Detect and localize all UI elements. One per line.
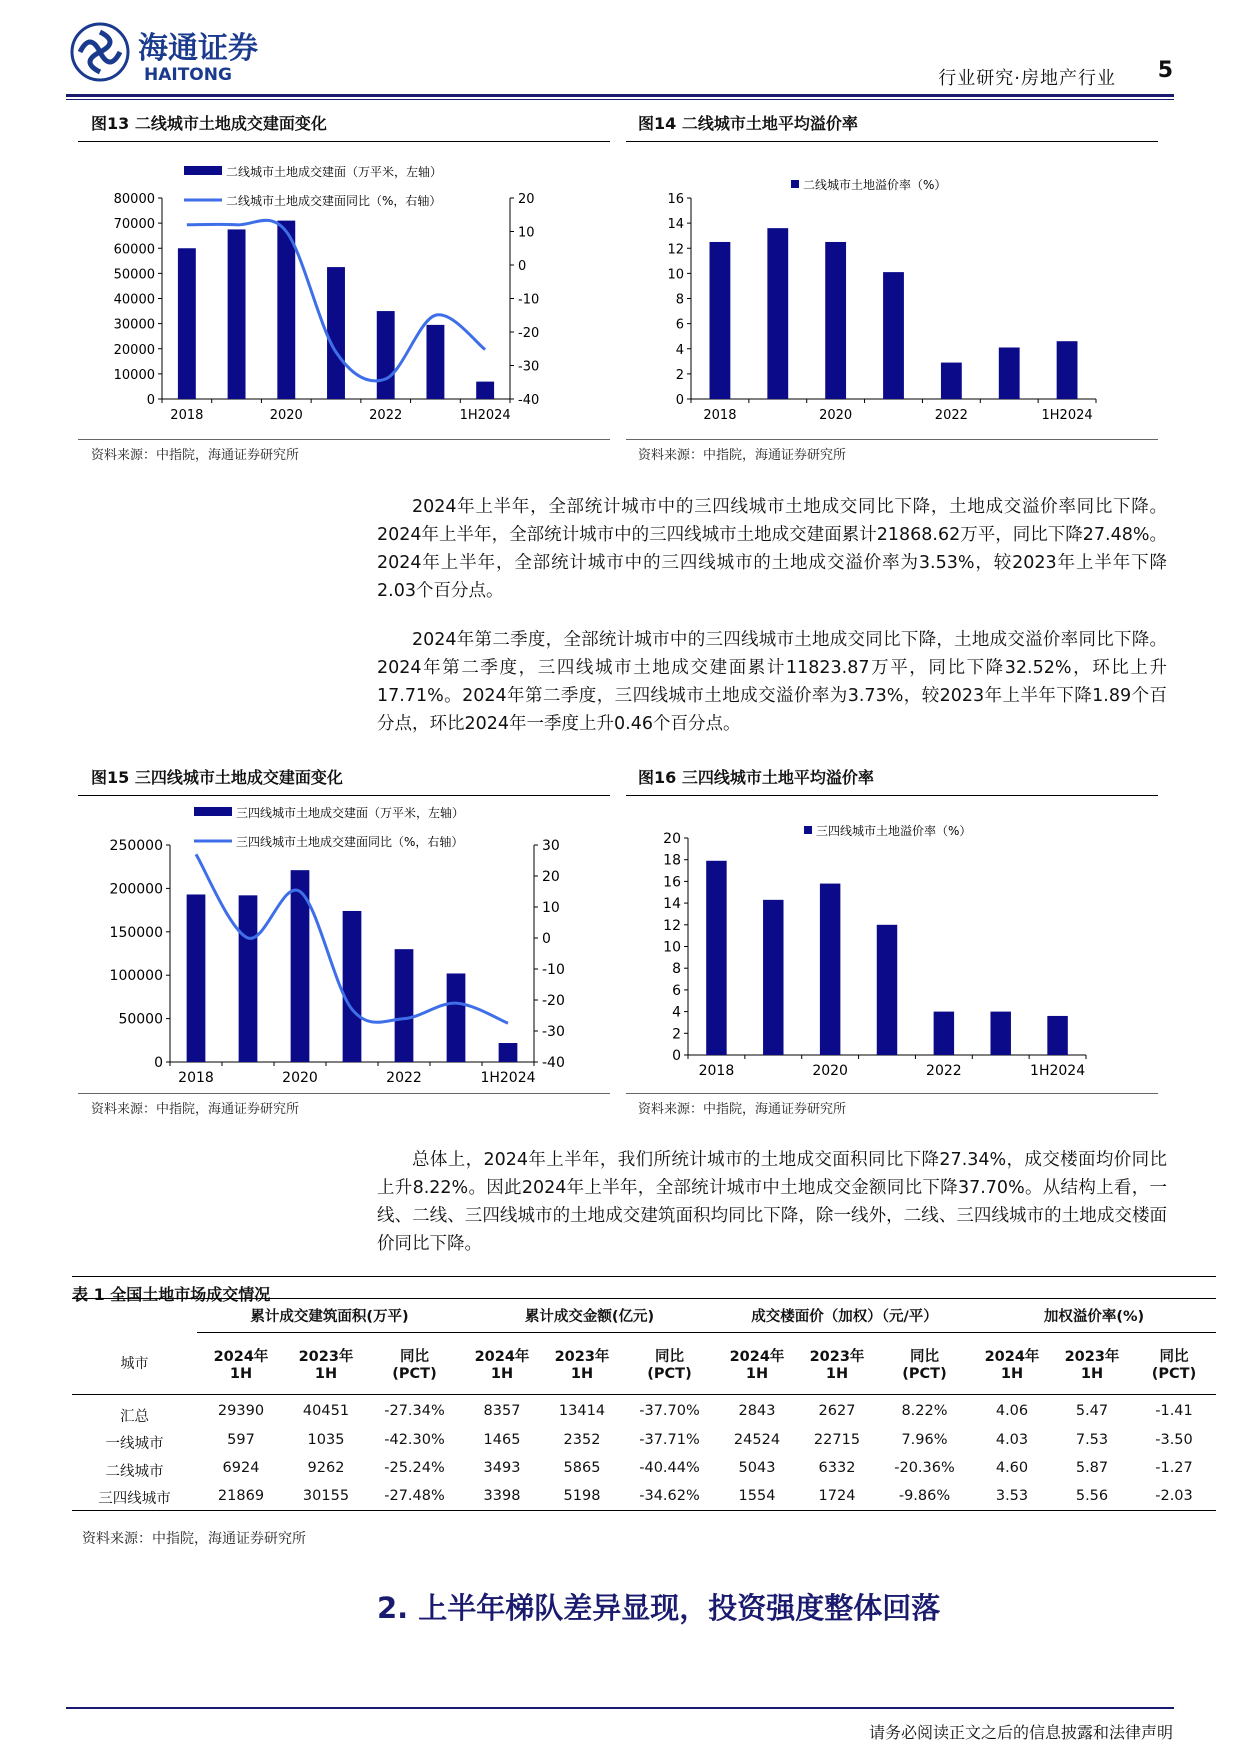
- fig15-x-tick-label: 2022: [386, 1070, 422, 1086]
- table1-subheader-line1: 2023年: [298, 1349, 354, 1365]
- table-row: [72, 1482, 1216, 1510]
- fig14-x-tick-label: 2020: [819, 408, 853, 423]
- table1-subheader-line1: 2023年: [1064, 1349, 1120, 1365]
- fig13-y-tick-label: 30000: [113, 317, 155, 333]
- table1-value-cell: -20.36%: [894, 1460, 955, 1476]
- fig14-source: 资料来源：中指院，海通证券研究所: [638, 448, 847, 463]
- table1-city-cell: 一线城市: [105, 1435, 164, 1452]
- table1-subheader: [972, 1333, 1052, 1395]
- fig15-bar: [499, 1043, 518, 1062]
- table1-subheader-line1: 2024年: [729, 1349, 785, 1365]
- table1-subheader-line1: 同比: [400, 1349, 429, 1365]
- table1-value-cell: 7.96%: [901, 1432, 948, 1448]
- fig16-y-tick-label: 4: [672, 1004, 681, 1021]
- paragraph-1-text: 2024年上半年，全部统计城市中的三四线城市土地成交同比下降，土地成交溢价率同比下降。2024年上半年，全部统计城市中的三四线城市土地成交建面累计21868.62万平，同比下降27.48%。2024年上半年，全部统计城市中的三四线城市的土地成交溢价率为3.53%，较2023年上半年下降2.03个百分点。: [377, 497, 1167, 601]
- fig15-y-tick-label: 100000: [109, 968, 163, 985]
- table1-value-cell: 5.56: [1075, 1487, 1109, 1504]
- fig13-y-tick-label: 60000: [113, 242, 155, 258]
- table1-value-cell: 5198: [563, 1487, 601, 1504]
- fig13-y2-tick-label: -20: [518, 326, 540, 341]
- table1-value-cell: 6332: [818, 1460, 856, 1476]
- fig15-y-tick-label: 50000: [118, 1011, 163, 1028]
- fig15-x-tick-label: 1H2024: [480, 1070, 536, 1086]
- fig14-y-tick-label: 4: [675, 342, 684, 358]
- fig13-chart: [78, 148, 610, 438]
- fig13-y2-tick-label: 10: [518, 225, 535, 241]
- fig16-bar: [934, 1012, 954, 1055]
- table1-subheader-line2: 1H: [570, 1366, 594, 1382]
- fig16-y-tick-label: 2: [672, 1026, 681, 1043]
- table1-value-cell: 5.47: [1075, 1402, 1109, 1419]
- fig15-y-tick-label: 250000: [109, 838, 163, 854]
- table1-value-cell: -27.34%: [384, 1402, 445, 1419]
- table1-group-premium: 加权溢价率(%): [972, 1299, 1216, 1333]
- fig14-x-tick-label: 2022: [934, 408, 968, 423]
- table1-value-cell: -37.71%: [639, 1432, 700, 1448]
- table1-value-cell: 2352: [563, 1432, 601, 1448]
- fig13-bar: [277, 221, 295, 399]
- table1-subheader: [622, 1333, 717, 1395]
- table1-city-cell: 三四线城市: [98, 1491, 171, 1508]
- fig14-chart: [626, 148, 1158, 438]
- fig13-y-tick-label: 70000: [113, 217, 155, 233]
- fig15-top-rule: [78, 795, 610, 796]
- table1-value-cell: -34.62%: [639, 1487, 700, 1504]
- fig15-legend-label: 三四线城市土地成交建面（万平米，左轴）: [236, 806, 465, 820]
- fig16-top-rule: [626, 795, 1158, 796]
- header-section-label: 行业研究·房地产行业: [938, 68, 1116, 89]
- fig13-y-tick-label: 80000: [113, 192, 155, 207]
- fig16-y-tick-label: 20: [663, 831, 681, 847]
- table1-value-cell: -1.27: [1155, 1460, 1193, 1476]
- fig13-legend-label: 二线城市土地成交建面同比（%，右轴）: [226, 194, 442, 208]
- table1-top-rule: [72, 1276, 1216, 1277]
- fig15-y2-tick-label: 30: [542, 838, 560, 854]
- table1-value-cell: -9.86%: [898, 1487, 951, 1504]
- table1-value-cell: 8.22%: [901, 1402, 948, 1419]
- fig16-y-tick-label: 16: [663, 874, 681, 891]
- table1-subheader-line2: (PCT): [647, 1366, 692, 1382]
- table1-subheader-line2: 1H: [825, 1366, 849, 1382]
- table-row: [72, 1395, 1216, 1427]
- fig15-y2-tick-label: -40: [542, 1055, 565, 1071]
- table1-subheader: [797, 1333, 877, 1395]
- fig16-x-tick-label: 2022: [926, 1063, 962, 1079]
- fig15-y2-tick-label: 20: [542, 869, 560, 885]
- table1-value-cell: 3.53: [995, 1487, 1029, 1504]
- fig16-y-tick-label: 6: [672, 982, 681, 999]
- table1-subheader: [542, 1333, 622, 1395]
- fig16-x-tick-label: 2018: [698, 1063, 735, 1079]
- paragraph-3-text: 总体上，2024年上半年，我们所统计城市的土地成交面积同比下降27.34%，成交楼面均价同比上升8.22%。因此2024年上半年，全部统计城市中土地成交金额同比下降37.70%。从结构上看，一线、二线、三四线城市的土地成交建筑面积均同比下降，除一线外，二线、三四线城市的土地成交楼面价同比下降。: [377, 1150, 1167, 1254]
- table1-subheader-line1: 2023年: [809, 1349, 865, 1365]
- fig13-bar: [178, 248, 196, 399]
- fig13-y-tick-label: 0: [146, 393, 155, 408]
- table1-value-cell: 2627: [818, 1402, 856, 1419]
- fig15-bar: [187, 894, 206, 1062]
- fig14-bar: [883, 272, 904, 399]
- table1: [72, 1298, 1216, 1511]
- fig15-x-tick-label: 2018: [178, 1070, 214, 1086]
- fig15-y2-tick-label: 0: [542, 931, 551, 947]
- header-rule-thin: [66, 99, 1174, 100]
- fig14-y-tick-label: 8: [675, 292, 684, 308]
- table1-value-cell: -37.70%: [639, 1402, 700, 1419]
- fig16-y-tick-label: 8: [672, 961, 681, 978]
- fig14-bar: [941, 363, 962, 399]
- table1-subheader-line1: 同比: [1159, 1349, 1189, 1365]
- table1-value-cell: 1035: [307, 1432, 345, 1448]
- fig14-bottom-rule: [626, 439, 1158, 440]
- fig14-x-tick-label: 2018: [703, 408, 737, 423]
- fig13-y-tick-label: 20000: [113, 342, 155, 358]
- table1-value-cell: 21869: [217, 1487, 265, 1504]
- fig14-legend-label: 二线城市土地溢价率（%）: [803, 178, 947, 192]
- fig15-bar: [343, 911, 362, 1062]
- fig15-y-tick-label: 200000: [109, 881, 163, 898]
- table1-value-cell: -40.44%: [639, 1460, 700, 1476]
- table1-value-cell: -42.30%: [384, 1432, 445, 1448]
- fig16-bar: [1047, 1016, 1067, 1055]
- footer-disclaimer: 请务必阅读正文之后的信息披露和法律声明: [868, 1723, 1173, 1742]
- table1-value-cell: 7.53: [1075, 1432, 1109, 1448]
- fig13-source: 资料来源：中指院，海通证券研究所: [91, 448, 300, 463]
- table1-value-cell: 3398: [483, 1487, 521, 1504]
- fig13-y2-tick-label: -10: [518, 292, 540, 308]
- table1-value-cell: 3493: [483, 1460, 521, 1476]
- table1-subheader: [877, 1333, 972, 1395]
- fig13-bottom-rule: [78, 439, 610, 440]
- table-row: [72, 1426, 1216, 1454]
- fig14-bar: [710, 242, 731, 399]
- fig13-y-tick-label: 40000: [113, 292, 155, 308]
- table1-value-cell: 13414: [558, 1402, 606, 1419]
- paragraph-2-text: 2024年第二季度，全部统计城市中的三四线城市土地成交同比下降，土地成交溢价率同比下降。2024年第二季度，三四线城市土地成交建面累计11823.87万平，同比下降32.52%，环比上升17.71%。2024年第二季度，三四线城市土地成交溢价率为3.73%，较2023年上半年下降1.89个百分点，环比2024年一季度上升0.46个百分点。: [377, 630, 1167, 734]
- table1-value-cell: -27.48%: [384, 1487, 445, 1504]
- fig14-bar: [1057, 341, 1078, 399]
- table1-value-cell: 1554: [738, 1487, 776, 1504]
- table1-subheader-line2: 1H: [1000, 1366, 1024, 1382]
- header-rule: [66, 94, 1174, 97]
- table1-subheader-line2: 1H: [1080, 1366, 1104, 1382]
- table1-value-cell: 6924: [222, 1460, 260, 1476]
- table1-city-header: 城市: [120, 1356, 149, 1373]
- fig16-legend-label: 三四线城市土地溢价率（%）: [816, 824, 972, 838]
- table1-value-cell: 5865: [563, 1460, 601, 1476]
- fig16-legend-bar-swatch: [804, 826, 812, 834]
- fig15-y-tick-label: 150000: [109, 924, 163, 941]
- fig13-y2-tick-label: -40: [518, 393, 540, 408]
- fig16-source: 资料来源：中指院，海通证券研究所: [638, 1102, 847, 1117]
- fig13-y2-tick-label: 0: [518, 259, 527, 274]
- table1-group-amount: 累计成交金额(亿元): [462, 1299, 717, 1333]
- table1-subheader: [1052, 1333, 1132, 1395]
- fig13-x-tick-label: 2020: [269, 408, 303, 423]
- table1-subheader-line1: 2024年: [474, 1349, 530, 1365]
- table1-subheader-line1: 2024年: [213, 1349, 269, 1365]
- fig16-y-tick-label: 12: [663, 917, 681, 934]
- fig15-bar: [239, 895, 258, 1062]
- table1-subheader-line1: 2024年: [984, 1349, 1040, 1365]
- fig16-bottom-rule: [626, 1093, 1158, 1094]
- fig15-y2-tick-label: 10: [542, 900, 560, 916]
- table1-subheader-line2: (PCT): [1151, 1366, 1197, 1382]
- fig13-y2-tick-label: -30: [518, 359, 540, 375]
- fig13-legend-label: 二线城市土地成交建面（万平米，左轴）: [226, 165, 443, 179]
- fig14-y-tick-label: 12: [667, 242, 684, 258]
- fig14-legend-bar-swatch: [791, 180, 799, 188]
- fig13-y-tick-label: 50000: [113, 267, 155, 283]
- fig16-bar: [990, 1012, 1010, 1055]
- fig14-y-tick-label: 6: [675, 317, 684, 333]
- table1-value-cell: 8357: [483, 1402, 521, 1419]
- table1-group-area: 累计成交建筑面积(万平): [197, 1299, 462, 1333]
- table1-value-cell: 597: [227, 1432, 255, 1448]
- table1-value-cell: 30155: [302, 1487, 350, 1504]
- fig16-y-tick-label: 10: [663, 939, 681, 956]
- fig15-y2-tick-label: -30: [542, 1024, 565, 1040]
- fig16-title: 图16 三四线城市土地平均溢价率: [638, 768, 874, 787]
- fig14-x-tick-label: 1H2024: [1041, 408, 1093, 423]
- fig16-y-tick-label: 0: [672, 1048, 681, 1064]
- table1-subheader: [717, 1333, 797, 1395]
- table1-empty-corner: [72, 1299, 197, 1333]
- table1-value-cell: 1724: [818, 1487, 856, 1504]
- fig14-bar: [767, 228, 788, 399]
- table1-value-cell: 9262: [307, 1460, 345, 1476]
- table1-subheader-line2: 1H: [314, 1366, 338, 1382]
- table1-value-cell: 2843: [738, 1402, 776, 1419]
- table1-subheader-line2: 1H: [229, 1366, 253, 1382]
- fig13-top-rule: [78, 141, 610, 142]
- fig13-x-tick-label: 2022: [369, 408, 403, 423]
- table1-subheader: [367, 1333, 462, 1395]
- fig14-bar: [999, 347, 1020, 399]
- fig15-bar: [447, 973, 466, 1062]
- table1-value-cell: -25.24%: [384, 1460, 445, 1476]
- fig13-x-tick-label: 1H2024: [459, 408, 511, 423]
- fig16-bar: [877, 925, 897, 1055]
- table1-value-cell: -3.50: [1155, 1432, 1193, 1448]
- table1-value-cell: 29390: [217, 1402, 265, 1419]
- table1-subheader-line1: 同比: [655, 1349, 684, 1365]
- fig13-bar: [327, 267, 345, 399]
- fig13-y-tick-label: 10000: [113, 367, 155, 383]
- table1-subheader: [462, 1333, 542, 1395]
- haitong-logo: [66, 20, 326, 90]
- fig14-y-tick-label: 16: [667, 192, 684, 207]
- paragraph-1: [377, 493, 1167, 605]
- section-2-heading: 2. 上半年梯队差异显现，投资强度整体回落: [377, 1591, 941, 1625]
- table1-value-cell: 5043: [738, 1460, 776, 1476]
- table1-subheader-line2: (PCT): [902, 1366, 947, 1382]
- table1-subheader: [1132, 1333, 1216, 1395]
- haitong-emblem-icon: [66, 20, 326, 90]
- fig13-bar: [377, 311, 395, 399]
- table1-subheader-line2: (PCT): [392, 1366, 437, 1382]
- fig16-x-tick-label: 1H2024: [1030, 1063, 1086, 1079]
- fig13-y2-tick-label: 20: [518, 192, 535, 207]
- fig15-y2-tick-label: -20: [542, 993, 565, 1009]
- fig15-legend-bar-swatch: [194, 807, 232, 816]
- fig14-title: 图14 二线城市土地平均溢价率: [638, 114, 858, 133]
- fig14-y-tick-label: 10: [667, 267, 684, 283]
- table1-value-cell: 1465: [483, 1432, 521, 1448]
- fig13-x-tick-label: 2018: [170, 408, 204, 423]
- fig14-y-tick-label: 2: [675, 367, 684, 383]
- logo-en-text: HAITONG: [144, 65, 232, 85]
- fig14-bar: [825, 242, 846, 399]
- table1-subheader-line1: 2023年: [554, 1349, 610, 1365]
- table1-subheader-line1: 同比: [910, 1349, 939, 1365]
- table1-value-cell: 4.60: [995, 1460, 1029, 1476]
- footer-rule: [66, 1707, 1174, 1709]
- fig14-y-tick-label: 14: [667, 217, 684, 233]
- fig16-bar: [820, 884, 840, 1055]
- table1-value-cell: 40451: [302, 1402, 350, 1419]
- fig15-bottom-rule: [78, 1093, 610, 1094]
- table1-value-cell: 4.03: [995, 1432, 1029, 1448]
- fig13-bar: [426, 325, 444, 399]
- fig15-legend-label: 三四线城市土地成交建面同比（%，右轴）: [236, 835, 464, 849]
- logo-cn-text: 海通证券: [138, 31, 258, 66]
- table-row: [72, 1454, 1216, 1482]
- fig13-legend-bar-swatch: [184, 166, 222, 175]
- table1-city-cell: 汇总: [120, 1409, 149, 1425]
- fig16-y-tick-label: 14: [663, 896, 681, 913]
- fig16-chart: [626, 800, 1158, 1092]
- table1-value-cell: 22715: [813, 1432, 861, 1448]
- fig15-chart: [78, 800, 610, 1092]
- fig13-bar: [476, 382, 494, 399]
- fig15-x-tick-label: 2020: [282, 1070, 318, 1086]
- table1-group-price: 成交楼面价（加权）（元/平）: [717, 1299, 972, 1333]
- table1-subheader-line2: 1H: [745, 1366, 769, 1382]
- paragraph-2: [377, 626, 1167, 738]
- paragraph-3: [377, 1146, 1167, 1258]
- table1-subheader: [197, 1333, 285, 1395]
- table1-subheader-line2: 1H: [490, 1366, 514, 1382]
- table1-value-cell: -1.41: [1155, 1402, 1193, 1419]
- fig13-title: 图13 二线城市土地成交建面变化: [91, 114, 327, 133]
- table1-subheader: [285, 1333, 367, 1395]
- fig16-x-tick-label: 2020: [812, 1063, 848, 1079]
- table1-value-cell: -2.03: [1155, 1487, 1193, 1504]
- table1-value-cell: 4.06: [995, 1402, 1029, 1419]
- fig13-bar: [228, 229, 246, 399]
- fig16-bar: [706, 861, 726, 1055]
- fig16-y-tick-label: 18: [663, 852, 681, 869]
- page-number: 5: [1157, 58, 1173, 83]
- table1-value-cell: 24524: [733, 1432, 781, 1448]
- fig14-top-rule: [626, 141, 1158, 142]
- table1-city-cell: 二线城市: [105, 1463, 164, 1480]
- table1-source: 资料来源：中指院，海通证券研究所: [82, 1531, 306, 1547]
- fig14-y-tick-label: 0: [675, 393, 684, 408]
- fig16-bar: [763, 900, 783, 1055]
- fig15-source: 资料来源：中指院，海通证券研究所: [91, 1102, 300, 1117]
- table1-value-cell: 5.87: [1075, 1460, 1109, 1476]
- table1-title: 表 1 全国土地市场成交情况: [72, 1285, 271, 1304]
- fig15-title: 图15 三四线城市土地成交建面变化: [91, 768, 343, 787]
- fig15-bar: [395, 949, 414, 1062]
- fig15-y2-tick-label: -10: [542, 962, 565, 978]
- fig15-y-tick-label: 0: [154, 1055, 163, 1071]
